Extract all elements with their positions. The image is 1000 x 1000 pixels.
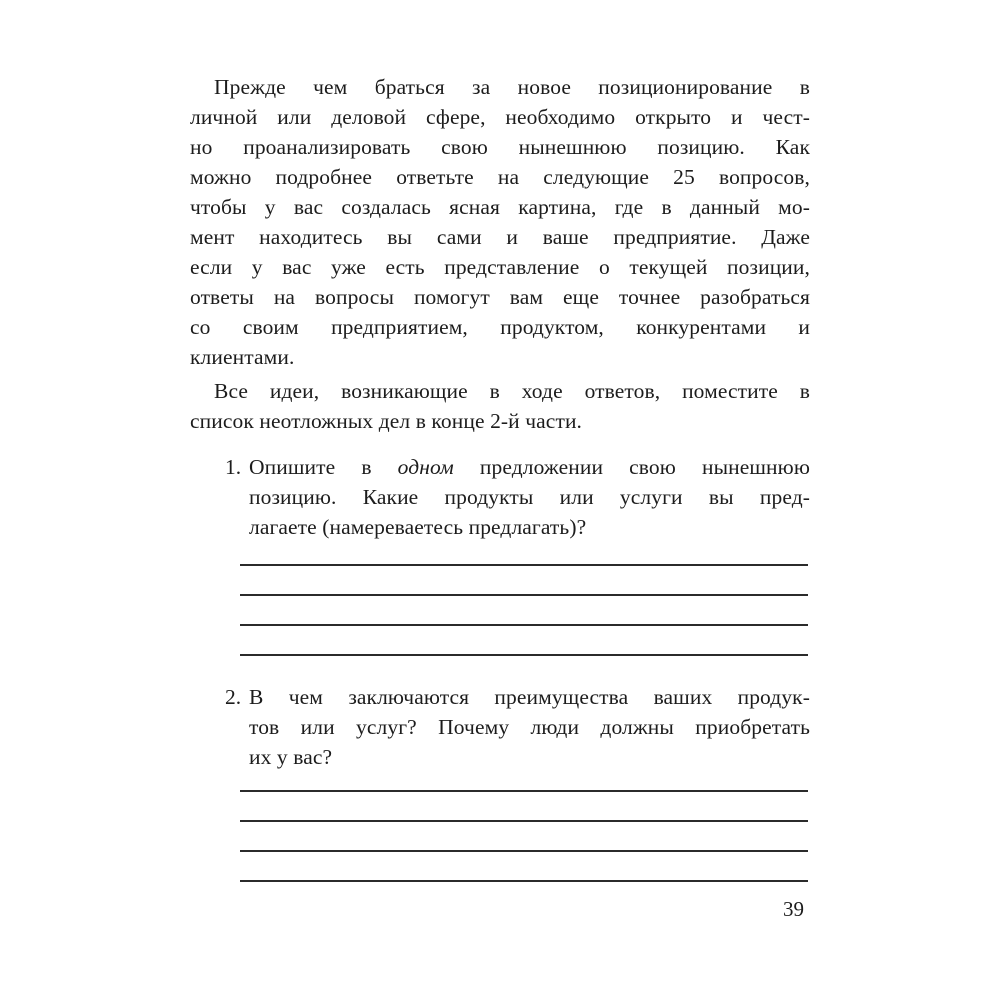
text-line: но проанализировать свою нынешнюю позицию. Как (190, 135, 810, 159)
text-column (190, 72, 810, 922)
text-line: их у вас? (249, 745, 333, 769)
text-line: позицию. Какие продукты или услуги вы пред- (249, 485, 810, 509)
question-text (249, 452, 810, 542)
answer-line (240, 852, 808, 882)
text-line: В чем заключаются преимущества ваших продук- (249, 685, 810, 709)
answer-line (240, 626, 808, 656)
question-number: 2. (225, 685, 242, 709)
text-line: мент находитесь вы сами и ваше предприятие. Даже (190, 225, 810, 249)
answer-line (240, 822, 808, 852)
answer-lines-q1 (240, 536, 808, 656)
emphasized-word: одном (397, 455, 454, 479)
text-line: ответы на вопросы помогут вам еще точнее разобраться (190, 285, 810, 309)
text-line: можно подробнее ответьте на следующие 25 вопросов, (190, 165, 810, 189)
text-line: если у вас уже есть представление о текущей позиции, (190, 255, 810, 279)
text-line: лагаете (намереваетесь предлагать)? (249, 515, 587, 539)
text-line: тов или услуг? Почему люди должны приобретать (249, 715, 810, 739)
text-line (249, 452, 810, 482)
intro-paragraph-2 (190, 376, 810, 436)
question-number: 1. (225, 455, 242, 479)
answer-line (240, 792, 808, 822)
answer-line (240, 566, 808, 596)
text-line: клиентами. (190, 345, 295, 369)
text-segment: Опишите в (249, 455, 398, 479)
text-line: личной или деловой сфере, необходимо открыто и чест- (190, 105, 810, 129)
page-number: 39 (783, 897, 804, 921)
question-text (249, 682, 810, 772)
text-line: Все идеи, возникающие в ходе ответов, поместите в (214, 379, 810, 403)
answer-lines-q2 (240, 762, 808, 882)
question-1 (225, 452, 810, 542)
text-line: со своим предприятием, продуктом, конкурентами и (190, 315, 810, 339)
text-line: Прежде чем браться за новое позиционирование в (214, 75, 810, 99)
text-segment: предложении свою нынешнюю (453, 455, 810, 479)
intro-paragraph-1 (190, 72, 810, 372)
text-line: список неотложных дел в конце 2-й части. (190, 409, 583, 433)
text-line: чтобы у вас создалась ясная картина, где в данный мо- (190, 195, 810, 219)
answer-line (240, 596, 808, 626)
question-2 (225, 682, 810, 772)
